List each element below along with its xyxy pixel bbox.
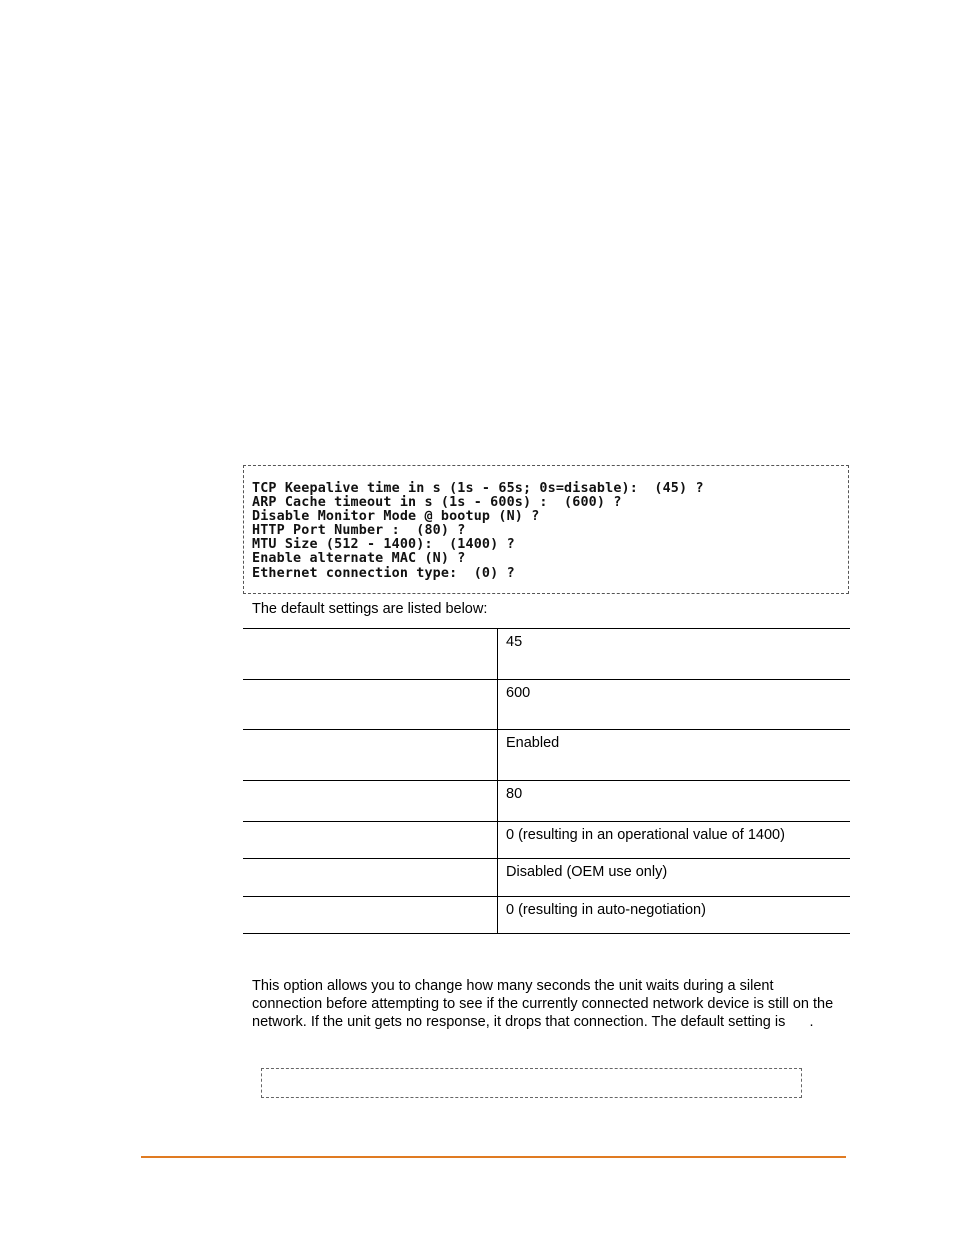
command-example-box — [261, 1068, 802, 1098]
table-row — [243, 781, 850, 822]
default-settings-table — [243, 628, 850, 934]
setting-label — [243, 822, 498, 859]
setting-label — [243, 781, 498, 822]
terminal-line: Disable Monitor Mode @ bootup (N) ? — [252, 509, 540, 525]
table-row — [243, 680, 850, 730]
footer-divider — [141, 1156, 846, 1158]
table-caption: The default settings are listed below: — [252, 601, 488, 617]
setting-value: 80 — [498, 781, 851, 822]
terminal-text — [252, 482, 704, 581]
terminal-line: MTU Size (512 - 1400): (1400) ? — [252, 537, 515, 553]
table-row — [243, 822, 850, 859]
terminal-line: HTTP Port Number : (80) ? — [252, 523, 466, 539]
setting-value: 45 — [498, 629, 851, 680]
terminal-screenshot — [243, 465, 849, 594]
setting-label — [243, 629, 498, 680]
setting-value: Disabled (OEM use only) — [498, 859, 851, 897]
terminal-line: TCP Keepalive time in s (1s - 65s; 0s=disable): (45) ? — [252, 481, 704, 496]
setting-value: 0 (resulting in auto-negotiation) — [498, 897, 851, 934]
table-row — [243, 629, 850, 680]
table-row — [243, 730, 850, 781]
tcp-keepalive-description: This option allows you to change how many seconds the unit waits during a silent connection before attempting to see if the currently connected network device is still on the network. If the unit gets no response, it drops that connection. The default setting is . — [252, 978, 838, 1031]
setting-value: 600 — [498, 680, 851, 730]
terminal-line: Enable alternate MAC (N) ? — [252, 551, 466, 567]
setting-value: 0 (resulting in an operational value of 1400) — [498, 822, 851, 859]
setting-label — [243, 730, 498, 781]
setting-label — [243, 897, 498, 934]
setting-value: Enabled — [498, 730, 851, 781]
terminal-line: ARP Cache timeout in s (1s - 600s) : (600) ? — [252, 495, 622, 511]
table-row — [243, 859, 850, 897]
terminal-line: Ethernet connection type: (0) ? — [252, 565, 515, 581]
setting-label — [243, 680, 498, 730]
table-row — [243, 897, 850, 934]
setting-label — [243, 859, 498, 897]
